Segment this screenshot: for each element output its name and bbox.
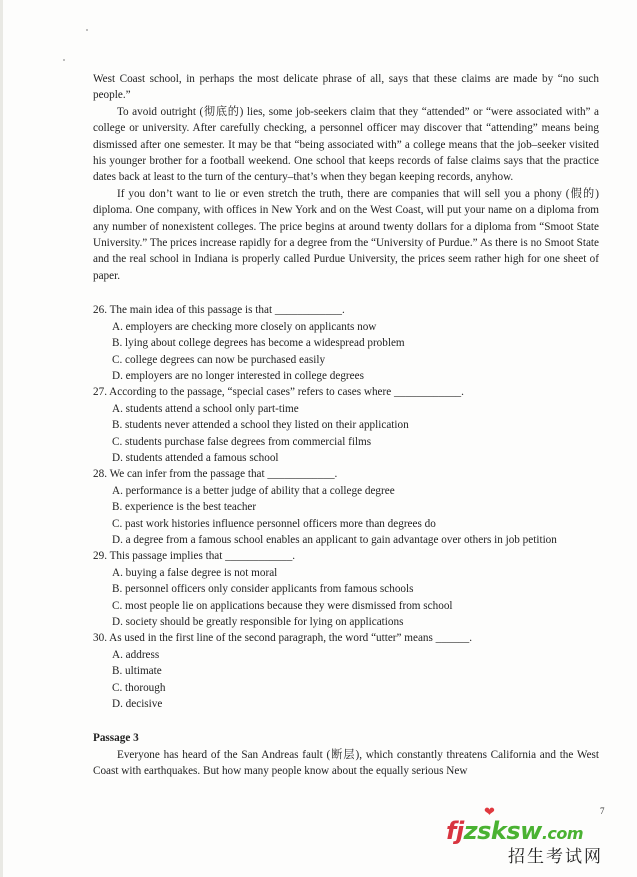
watermark-prefix: fj bbox=[446, 817, 464, 845]
question-27 bbox=[93, 384, 599, 466]
scan-speck bbox=[86, 29, 88, 31]
question-26 bbox=[93, 302, 599, 384]
spacer bbox=[93, 712, 599, 730]
scan-edge bbox=[0, 0, 3, 877]
option-b: B. personnel officers only consider applicants from famous schools bbox=[112, 583, 414, 596]
page-number: 7 bbox=[600, 806, 605, 816]
question-stem: 27. According to the passage, “special cases” refers to cases where ____________. bbox=[93, 386, 464, 399]
question-stem: 26. The main idea of this passage is that ____________. bbox=[93, 304, 345, 317]
spacer bbox=[93, 284, 599, 302]
option-b: B. ultimate bbox=[112, 665, 162, 678]
option-c: C. college degrees can now be purchased easily bbox=[112, 353, 326, 366]
option-d: D. society should be greatly responsible for lying on applications bbox=[112, 616, 404, 628]
option-c: C. students purchase false degrees from commercial films bbox=[112, 435, 372, 448]
option-a: A. students attend a school only part-time bbox=[112, 402, 299, 415]
scan-speck bbox=[63, 59, 65, 61]
option-b: B. experience is the best teacher bbox=[112, 501, 257, 514]
option-a: A. address bbox=[112, 648, 160, 661]
question-stem: 29. This passage implies that ____________. bbox=[93, 550, 296, 563]
option-a: A. performance is a better judge of ability that a college degree bbox=[112, 484, 395, 497]
passage-paragraph-3: If you don’t want to lie or even stretch the truth, there are companies that will sell you a phony (假的) diploma. One company, with offices in New York and on the West Coast, will put your name on a diploma from any number of nonexistent colleges. The price begins at around twenty dollars for a diploma from “Smoot State University.” The prices increase rapidly for a degree from the “University of Purdue.” As there is no Smoot State and the real school in Indiana is properly called Purdue University, the prices seem rather high for one sheet of paper. bbox=[93, 187, 599, 282]
question-stem: 28. We can infer from the passage that ____________. bbox=[93, 468, 338, 481]
option-b: B. lying about college degrees has become a widespread problem bbox=[112, 337, 405, 350]
option-c: C. most people lie on applications because they were dismissed from school bbox=[112, 599, 453, 612]
watermark-chinese: 招生考试网 bbox=[508, 847, 603, 867]
option-d: D. a degree from a famous school enables an applicant to gain advantage over others in job petition bbox=[112, 533, 557, 546]
passage-3-paragraph: Everyone has heard of the San Andreas fault (断层), which constantly threatens California and the West Coast with earthquakes. But how many people know about the equally serious New bbox=[93, 748, 599, 778]
option-a: A. employers are checking more closely on applicants now bbox=[112, 320, 377, 333]
passage-paragraph-1: West Coast school, in perhaps the most delicate phrase of all, says that these claims are made by “no such people.” bbox=[93, 73, 599, 102]
question-stem: 30. As used in the first line of the second paragraph, the word “utter” means ______. bbox=[93, 632, 473, 645]
passage-3-heading: Passage 3 bbox=[93, 732, 139, 745]
option-b: B. students never attended a school they listed on their application bbox=[112, 419, 409, 432]
option-c: C. past work histories influence personnel officers more than degrees do bbox=[112, 517, 436, 530]
option-d: D. students attended a famous school bbox=[112, 451, 279, 464]
watermark-suffix: .com bbox=[541, 824, 584, 843]
watermark-main: zsksw bbox=[463, 817, 542, 845]
option-a: A. buying a false degree is not moral bbox=[112, 566, 278, 579]
watermark-logo bbox=[446, 805, 637, 867]
passage-paragraph-2: To avoid outright (彻底的) lies, some job-seekers claim that they “attended” or “were associated with” a college or university. After carefully checking, a personnel officer may discover that “attending” means being dismissed after one semester. It may be that “being associated with” a college means that the job–seeker visited his younger brother for a football weekend. One school that keeps records of false claims says that the practice dates back at least to the turn of the century–that’s when they began keeping records, anyhow. bbox=[93, 105, 599, 184]
question-30 bbox=[93, 630, 599, 712]
question-29 bbox=[93, 548, 599, 630]
heart-icon: ❤ bbox=[484, 805, 495, 820]
option-d: D. employers are no longer interested in college degrees bbox=[112, 369, 364, 382]
option-c: C. thorough bbox=[112, 681, 166, 694]
watermark-domain bbox=[446, 805, 584, 847]
option-d: D. decisive bbox=[112, 698, 163, 711]
exam-page bbox=[93, 71, 599, 780]
question-28 bbox=[93, 466, 599, 548]
